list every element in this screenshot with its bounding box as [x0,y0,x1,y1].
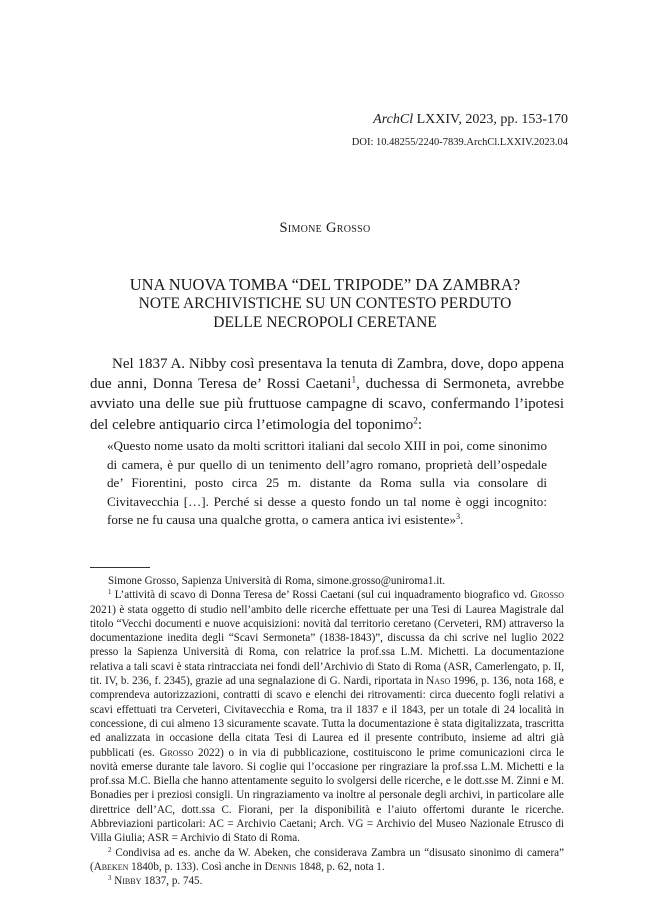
footnote-text: 1837, p. 745. [141,875,203,888]
footnote-text: 1840b, p. 133). Così anche in [128,860,265,873]
footnote-ref-1[interactable]: 1 [351,375,357,386]
footnote-2 [90,846,564,875]
quote-text: «Questo nome usato da molti scrittori italiani dal secolo XIII in poi, come sinonimo di camera, è pur quello di un tenimento dell’agro romano, proprietà dell’ospedale de’ Fiorentini, posto circa 25 m. distante da Roma sulla via consolare di Civitavecchia […]. Perché si desse a questo fondo un tal nome è oggi incognito: forse ne fu causa una qualche grotta, o camera antica ivi esistente» [107,438,547,528]
footnote-text: 2022) o in via di pubblicazione, costituiscono le prime comunicazioni circa le novità emerse durante tale lavoro. Si coglie qui l’occasione per ringraziare la prof.ssa L.M. Michetti e la prof.ssa M.C. Biella che hanno attentamente seguito lo svolgersi delle ricerche, e le dott.sse M. Zinni e M. Bonadies per i preziosi consigli. Un ringraziamento va inoltre al personale degli archivi, in particolare alle direttrice dell’AC, dott.ssa C. Fiorani, per la disponibilità e l’aiuto offertomi durante le ricerche. Abbreviazioni particolari: AC = Archivio Caetani; Arch. VG = Archivio del Museo Nazionale Etrusco di Villa Giulia; ASR = Archivio di Stato di Roma. [90,746,565,845]
body-paragraph [90,354,564,435]
footnotes [90,574,564,889]
footnote-ref-3[interactable]: 3 [456,512,461,522]
title-line-3: DELLE NECROPOLI CERETANE [213,314,437,331]
body-text: , duchessa di Sermoneta, avrebbe avviato una delle sue più fruttuose campagne di scavo, confermando l’ipotesi del celebre antiquario circa l’etimologia del toponimo [90,376,565,433]
author-first: Simone [279,220,323,236]
footnote-text: 1996, p. 136, nota 168, e comprendeva autorizzazioni, contratti di scavo e elenchi dei ritrovamenti: circa duecento fogli relativi a scavi effettuati tra Cerveteri, Civitavecchia e Roma, tra il 1837 e il 1843, per un totale di 24 località in concessione, di cui almeno 13 sicuramente scavate. Tutta la documentazione è stata digitalizzata, trascritta ed analizzata in occasione della citata Tesi di Laurea ed il presente contributo, insieme ad altri già pubblicati (es. [90,675,564,759]
footnote-text: Condivisa ad es. anche da W. Abeken, che considerava Zambra un “disusato sinonimo di camera” ( [90,846,564,873]
footnote-number: 2 [108,846,112,854]
article-title [60,275,590,332]
journal-citation [373,112,568,128]
footnote-text: L’attività di scavo di Donna Teresa de’ Rossi Caetani (sul cui inquadramento biografico vd. [114,589,531,602]
volume-pages: LXXIV, 2023, pp. 153-170 [416,112,568,127]
doi: DOI: 10.48255/2240-7839.ArchCl.LXXIV.2023.04 [351,137,568,148]
cited-author: Naso [426,675,451,688]
journal-abbrev: ArchCl [373,112,414,127]
footnote-text: 1848, p. 62, nota 1. [296,860,385,873]
author-last: Grosso [326,220,371,236]
footnote-1 [90,588,564,845]
cited-author: Grosso [159,746,194,759]
body-text: : [417,416,423,433]
footnote-number: 3 [108,875,112,883]
cited-author: Abeken [93,860,129,873]
cited-author: Dennis [264,860,297,873]
footnote-ref-2[interactable]: 2 [413,416,418,427]
quote-end: . [460,512,464,528]
cited-author: Grosso [530,589,565,602]
body-text: Nel 1837 A. Nibby così presentava la tenuta di Zambra, dove, dopo appena due anni, Donna Teresa de’ Rossi Caetani [90,356,564,393]
title-line-1: UNA NUOVA TOMBA “DEL TRIPODE” DA ZAMBRA? [129,275,521,294]
title-line-2: NOTE ARCHIVISTICHE SU UN CONTESTO PERDUTO [138,295,512,312]
footnote-rule [90,567,150,568]
footnote-number: 1 [108,589,112,597]
author-affiliation: Simone Grosso, Sapienza Università di Roma, simone.grosso@uniroma1.it. [108,575,446,587]
block-quote [107,437,547,530]
footnote-text: 2021) è stata oggetto di studio nell’ambito delle ricerche effettuate per una Tesi di Laurea Magistrale dal titolo “Vecchi documenti e nuove acquisizioni: novità dal territorio ceretano (Cerveteri, RM) attraverso la documentazione inedita degli “Scavi Sermoneta” (1838-1843)”, discussa da chi scrive nel luglio 2022 presso la Sapienza Università di Roma, con relatrice la prof.ssa L.M. Michetti. La documentazione relativa a tali scavi è stata rintracciata nei fondi dell’Archivio di Stato di Roma (ASR, Camerlengato, p. II, tit. IV, b. 236, f. 2345), grazie ad una segnalazione di G. Nardi, riportata in [90,603,564,688]
footnote-3 [90,874,564,888]
cited-author: Nibby [114,875,142,888]
author-name [0,220,650,237]
